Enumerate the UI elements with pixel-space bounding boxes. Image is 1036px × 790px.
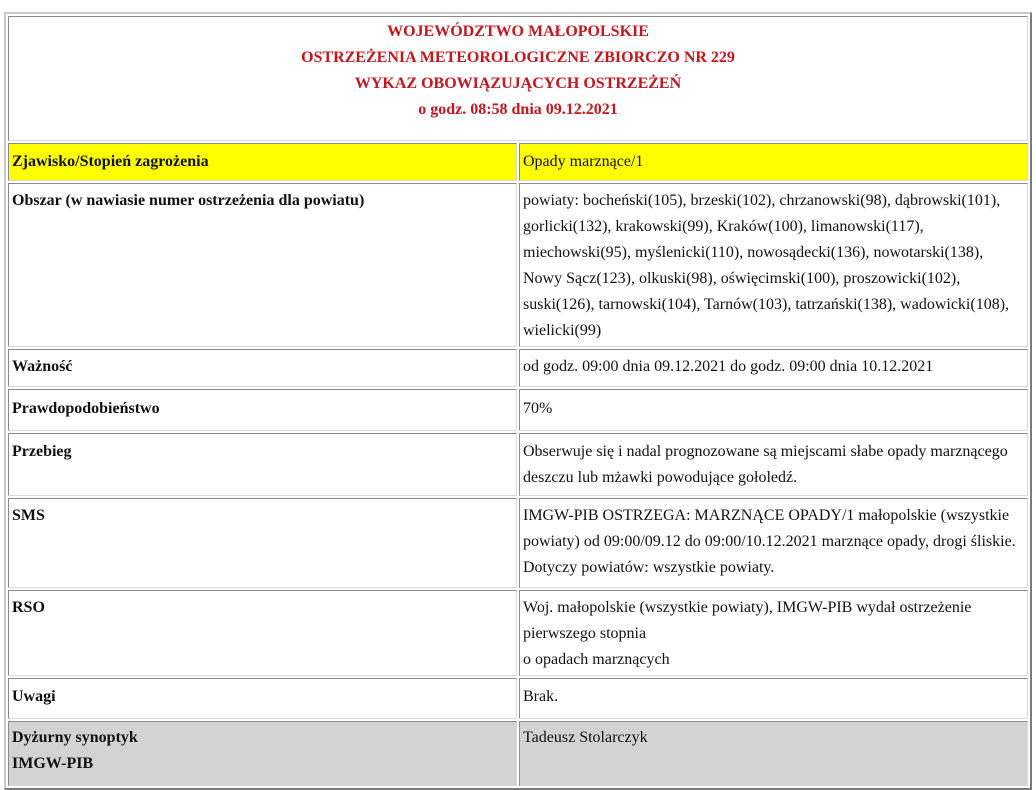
rso-value-line-1: Woj. małopolskie (wszystkie powiaty), IMGW-PIB wydał ostrzeżenie pierwszego stopnia <box>523 599 972 642</box>
phenomenon-label: Zjawisko/Stopień zagrożenia <box>8 143 517 181</box>
warnings-table <box>4 12 1032 790</box>
rso-value-line-2: o opadach marznących <box>523 651 670 668</box>
row-course <box>8 433 1028 496</box>
title-bulletin-number: OSTRZEŻENIA METEOROLOGICZNE ZBIORCZO NR 229 <box>301 49 735 66</box>
forecaster-label-line-1: Dyżurny synoptyk <box>12 729 138 746</box>
title-list-of-warnings: WYKAZ OBOWIĄZUJĄCYCH OSTRZEŻEŃ <box>354 75 682 92</box>
header-row <box>8 16 1028 141</box>
row-phenomenon <box>8 143 1028 181</box>
sms-value: IMGW-PIB OSTRZEGA: MARZNĄCE OPADY/1 małopolskie (wszystkie powiaty) od 09:00/09.12 do 09:00/10.12.2021 marznące opady, drogi śliskie. Dotyczy powiatów: wszystkie powiaty. <box>519 498 1028 588</box>
forecaster-name: Tadeusz Stolarczyk <box>519 721 1028 786</box>
row-validity <box>8 349 1028 387</box>
course-value: Obserwuje się i nadal prognozowane są miejscami słabe opady marznącego deszczu lub mżawki powodujące gołoledź. <box>519 433 1028 496</box>
row-area <box>8 183 1028 347</box>
course-label: Przebieg <box>8 433 517 496</box>
remarks-label: Uwagi <box>8 678 517 719</box>
row-rso <box>8 590 1028 676</box>
row-probability <box>8 389 1028 431</box>
probability-label: Prawdopodobieństwo <box>8 389 517 431</box>
document-title <box>8 16 1028 141</box>
forecaster-label-line-2: IMGW-PIB <box>12 755 94 772</box>
validity-label: Ważność <box>8 349 517 387</box>
warning-document <box>4 12 1032 790</box>
probability-value: 70% <box>519 389 1028 431</box>
phenomenon-value: Opady marznące/1 <box>519 143 1028 181</box>
row-forecaster <box>8 721 1028 786</box>
area-value: powiaty: bocheński(105), brzeski(102), chrzanowski(98), dąbrowski(101), gorlicki(132), krakowski(99), Kraków(100), limanowski(117), miechowski(95), myślenicki(110), nowosądecki(136), nowotarski(138), Nowy Sącz(123), olkuski(98), oświęcimski(100), proszowicki(102), suski(126), tarnowski(104), Tarnów(103), tatrzański(138), wadowicki(108), wielicki(99) <box>519 183 1028 347</box>
title-region: WOJEWÓDZTWO MAŁOPOLSKIE <box>387 23 649 40</box>
forecaster-label <box>8 721 517 786</box>
rso-value <box>519 590 1028 676</box>
sms-label: SMS <box>8 498 517 588</box>
rso-label: RSO <box>8 590 517 676</box>
remarks-value: Brak. <box>519 678 1028 719</box>
row-remarks <box>8 678 1028 719</box>
title-issue-time: o godz. 08:58 dnia 09.12.2021 <box>418 101 618 118</box>
row-sms <box>8 498 1028 588</box>
validity-value: od godz. 09:00 dnia 09.12.2021 do godz. 09:00 dnia 10.12.2021 <box>519 349 1028 387</box>
area-label: Obszar (w nawiasie numer ostrzeżenia dla powiatu) <box>8 183 517 347</box>
